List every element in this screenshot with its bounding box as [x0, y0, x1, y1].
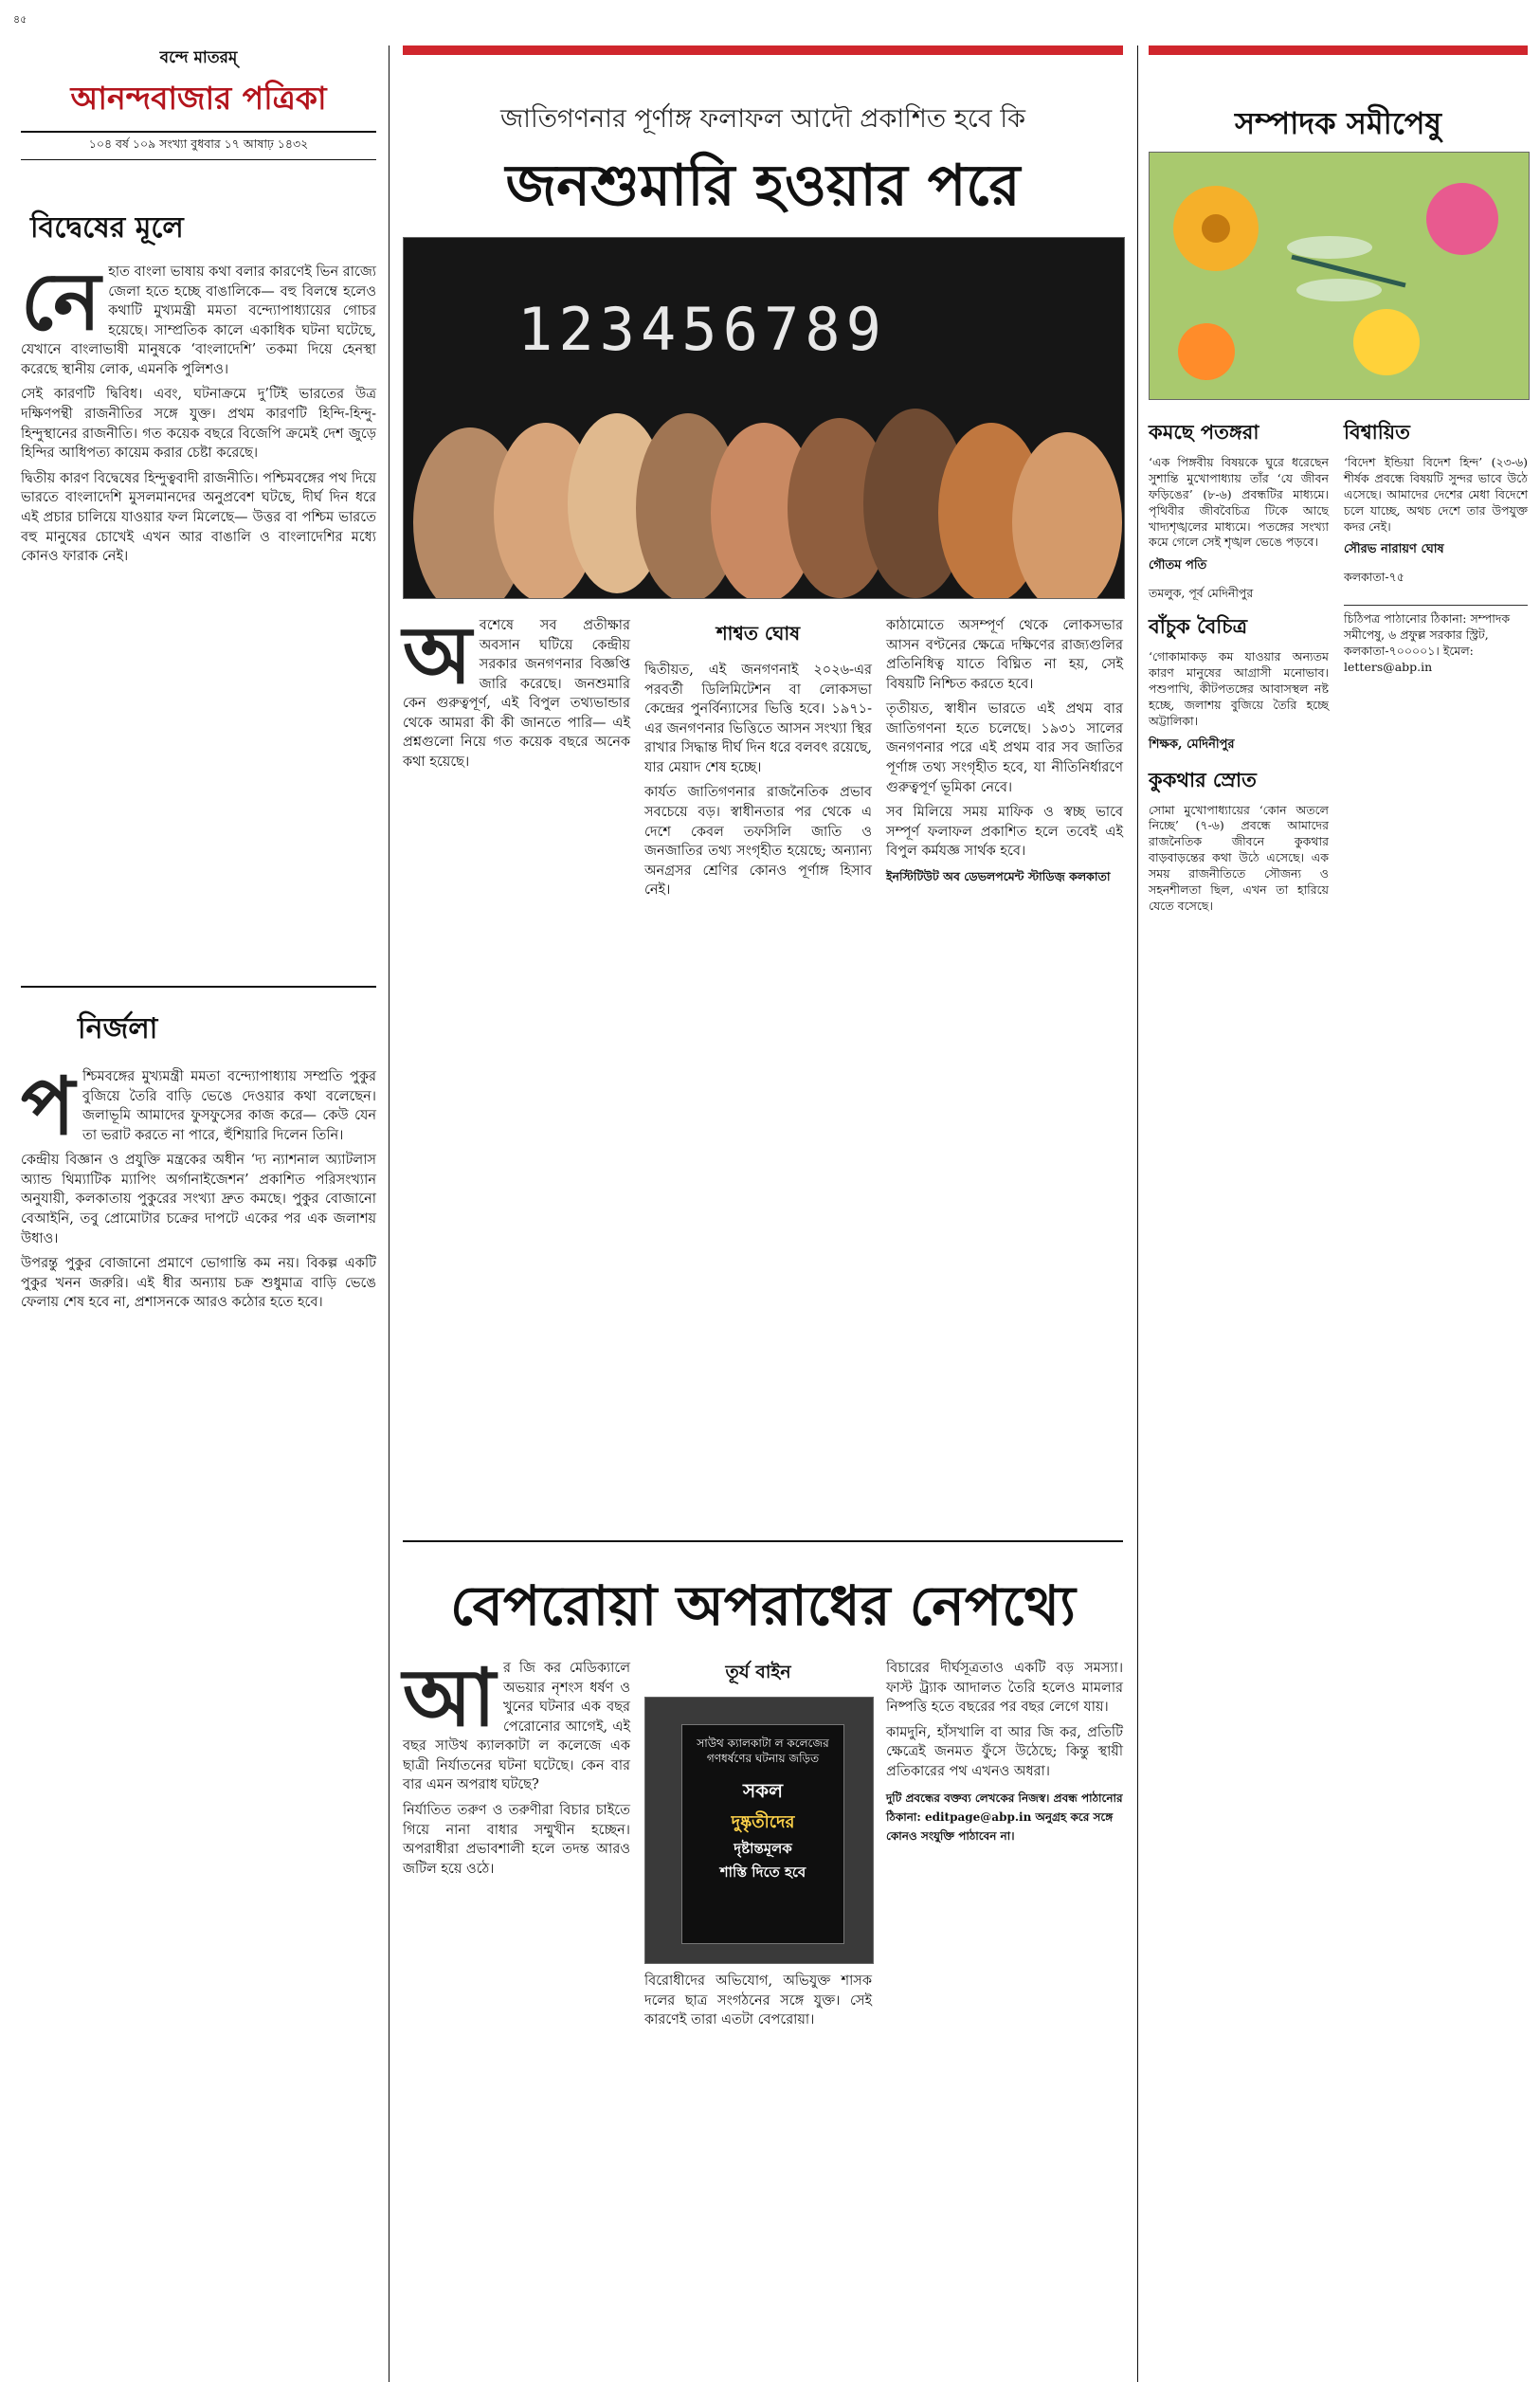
- crime-col-3: [886, 1659, 1123, 1847]
- placard-line: দৃষ্টান্তমূলক: [734, 1840, 792, 1858]
- masthead-name: আনন্দবাজার পত্রিকা: [70, 80, 327, 117]
- crime-author: তূর্য বাইন: [725, 1662, 791, 1682]
- crime-headline: বেপরোয়া অপরাধের নেপথ্যে: [450, 1573, 1076, 1638]
- letter-body: ‘এক পিঙ্গবীয় বিষয়কে ঘুরে ধরেছেন সুশান্তি মুখোপাধ্যায় তাঁর ‘যে জীবন ফড়িঙের’ (৮-৬) প্রবন্ধটির মাধ্যমে। পৃথিবীর জীববৈচিত্র টিকে আছে খাদ্যশৃঙ্খলের মাধ্যমে। পতঙ্গের সংখ্যা কমে গেলে সেই শৃঙ্খল ভেঙে পড়বে।: [1149, 455, 1329, 550]
- editorial-divider: [21, 986, 376, 988]
- crime-paragraph: নির্যাতিত তরুণ ও তরুণীরা বিচার চাইতে গিয়ে নানা বাধার সম্মুখীন হচ্ছেন। অপরাধীরা প্রভাবশালী হলে তদন্ত আরও জটিল হয়ে ওঠে।: [403, 1803, 630, 1877]
- editorial-2-paragraph: কেন্দ্রীয় বিজ্ঞান ও প্রযুক্তি মন্ত্রকের অধীন ‘দ্য ন্যাশনাল অ্যাটলাস অ্যান্ড থিম্যাটিক ম্যাপিং অর্গানাইজেশন’ প্রকাশিত পরিসংখ্যান অনুযায়ী, কলকাতায় পুকুরের সংখ্যা দ্রুত কমছে। পুকুর বোজানো বেআইনি, তবু প্রোমোটার চক্রের দাপটে একের পর এক জলাশয় উধাও।: [21, 1153, 376, 1246]
- crime-paragraph: র জি কর মেডিক্যালে অভয়ার নৃশংস ধর্ষণ ও খুনের ঘটনার এক বছর পেরোনোর আগেই, এই বছর সাউথ ক্যালকাটা ল কলেজে এক ছাত্রী নির্যাতনের ঘটনা ঘটেছে। কেন বার বার এমন অপরাধ ঘটছে?: [403, 1661, 630, 1793]
- census-footer: ইনস্টিটিউট অব ডেভলপমেন্ট স্টাডিজ় কলকাতা: [886, 868, 1111, 883]
- column-separator-left: [389, 45, 390, 2382]
- page-number: ৪৫: [13, 13, 27, 26]
- masthead-rule: [21, 131, 376, 133]
- editorial-2-paragraph: উপরন্তু পুকুর বোজানো প্রমাণে ভোগান্তি কম নয়। বিকল্প একটি পুকুর খনন জরুরি। এই ধীর অন্যায় চক্র শুধুমাত্র বাড়ি ভেঙে ফেলায় শেষ হবে না, প্রশাসনকে আরও কঠোর হতে হবে।: [21, 1256, 376, 1311]
- editorial-1-title: বিদ্বেষের মূলে: [30, 211, 184, 245]
- column-separator-right: [1137, 45, 1138, 2382]
- editorial-1-paragraph: দ্বিতীয় কারণ বিদ্বেষের হিন্দুত্ববাদী রাজনীতি। পশ্চিমবঙ্গের পথ দিয়ে ভারতে বাংলাদেশি মুসলমানদের অনুপ্রবেশ ঘটছে, দীর্ঘ দিন ধরে এই প্রচার চালিয়ে যাওয়ার ফল মিলেছে— উত্তর বা পশ্চিম ভারতে বহু মানুষের চোখেই এখন আর বাঙালি ও বাংলাদেশির মধ্যে কোনও ফারাক নেই।: [21, 470, 376, 565]
- crime-photo: [644, 1697, 874, 1964]
- crime-paragraph: বিরোধীদের অভিযোগ, অভিযুক্ত শাসক দলের ছাত্র সংগঠনের সঙ্গে যুক্ত। সেই কারণেই তারা এতটা বেপরোয়া।: [644, 1973, 872, 2028]
- placard-banner: সাউথ ক্যালকাটা ল কলেজের গণধর্ষণের ঘটনায় জড়িত: [697, 1736, 829, 1765]
- placard-line: শাস্তি দিতে হবে: [719, 1864, 806, 1882]
- census-illustration-svg: [404, 238, 1124, 598]
- editorial-1-paragraph: সেই কারণটি দ্বিবিধ। এবং, ঘটনাক্রমে দু’টিই ভারতের উত্র দক্ষিণপন্থী রাজনীতির সঙ্গে যুক্ত। প্রথম কারণটি হিন্দি-হিন্দু-হিন্দুস্থানের রাজনীতি। গত কয়েক বছরে বিজেপি ক্রমেই দেশ জুড়ে হিন্দির আধিপত্য কায়েম করার চেষ্টা করেছে।: [21, 387, 376, 462]
- census-paragraph: বশেষে সব প্রতীক্ষার অবসান ঘটিয়ে কেন্দ্রীয় সরকার জনগণনার বিজ্ঞপ্তি জারি করেছে। জনশুমারি কেন গুরুত্বপূর্ণ, এই বিপুল তথ্যভান্ডার থেকে আমরা কী কী জানতে পারি— এই প্রশ্নগুলো নিয়ে গত কয়েক বছরে অনেক কথা হয়েছে।: [403, 618, 630, 771]
- crime-col-1: [403, 1650, 630, 1884]
- census-paragraph: তৃতীয়ত, স্বাধীন ভারতে এই প্রথম বার জাতিগণনা হতে চলেছে। ১৯৩১ সালের জনগণনার পরে এই প্রথম বার সব জাতির পূর্ণাঙ্গ তথ্য সংগৃহীত হবে, যা নীতিনির্ধারণে গুরুত্বপূর্ণ ভূমিকা নেবে।: [886, 701, 1123, 795]
- letter-place: কলকাতা-৭৫: [1344, 570, 1404, 585]
- census-col-1: [403, 608, 630, 778]
- census-col-3: [886, 616, 1123, 888]
- editorial-2-title: নির্জলা: [78, 1012, 158, 1046]
- census-headline: জনশুমারি হওয়ার পরে: [505, 153, 1021, 219]
- placard-line: দুষ্কৃতীদের: [731, 1812, 795, 1833]
- placard-line: সকল: [742, 1779, 784, 1803]
- dragonfly-flower-photo: [1149, 152, 1530, 400]
- letters-title: সম্পাদক সমীপেষু: [1234, 105, 1442, 141]
- census-kicker: জাতিগণনার পূর্ণাঙ্গ ফলাফল আদৌ প্রকাশিত হবে কি: [500, 104, 1025, 134]
- letter-title: বাঁচুক বৈচিত্র: [1149, 615, 1248, 639]
- crime-top-rule: [403, 1540, 1123, 1542]
- editorial-2: [21, 1000, 376, 1318]
- census-paragraph: কাঠামোতে অসম্পূর্ণ থেকে লোকসভার আসন বণ্টনের ক্ষেত্রে দক্ষিণের রাজ্যগুলির প্রতিনিধিত্ব যাতে বিঘ্নিত না হয়, সেই বিষয়টি নিশ্চিত করতে হবে।: [886, 618, 1123, 692]
- letter-title: কুকথার স্রোত: [1149, 768, 1257, 791]
- letter-body: সোমা মুখোপাধ্যায়ের ‘কোন অতলে নিচ্ছে’ (৭-৬) প্রবন্ধে আমাদের রাজনৈতিক জীবনে কুকথার বাড়বাড়ন্তের কথা উঠে এসেছে। এক সময় রাজনীতিতে সৌজন্য ও সহনশীলতা ছিল, এখন তা হারিয়ে যেতে বসেছে।: [1149, 802, 1329, 913]
- heads-graphic: [413, 409, 1122, 598]
- letter-signature: শিক্ষক, মেদিনীপুর: [1149, 736, 1235, 752]
- crime-col-2: [644, 1659, 872, 2036]
- letter-place: তমলুক, পূর্ব মেদিনীপুর: [1149, 586, 1254, 601]
- crime-paragraph: বিচারের দীর্ঘসূত্রতাও একটি বড় সমস্যা। ফাস্ট ট্র্যাক আদালত তৈরি হলেও মামলার নিষ্পত্তি হতে বছরের পর বছর লেগে যায়।: [886, 1661, 1123, 1716]
- letters-top-rule: [1149, 45, 1528, 55]
- letter-signature: সৌরভ নারায়ণ ঘোষ: [1344, 542, 1444, 557]
- crime-footnote: দুটি প্রবন্ধের বক্তব্য লেখকের নিজস্ব। প্রবন্ধ পাঠানোর ঠিকানা: editpage@abp.in অনুগ্রহ করে সঙ্গে কোনও সংযুক্তি পাঠাবেন না।: [886, 1791, 1123, 1844]
- editorial-2-paragraph: শ্চিমবঙ্গের মুখ্যমন্ত্রী মমতা বন্দ্যোপাধ্যায় সম্প্রতি পুকুর বুজিয়ে তৈরি বাড়ি ভেঙে দেওয়ার কথা বলেছেন। জলাভূমি আমাদের ফুসফুসের কাজ করে— কেউ যেন তা ভরাট করতে না পারে, হুঁশিয়ারি দিলেন তিনি।: [82, 1069, 376, 1143]
- letter-body: ‘বিদেশ ইন্ডিয়া বিদেশ হিন্দ’ (২৩-৬) শীর্ষক প্রবন্ধে বিষয়টি সুন্দর ভাবে উঠে এসেছে। আমাদের দেশের মেধা বিদেশে চলে যাচ্ছে, অথচ দেশে তার উপযুক্ত কদর নেই।: [1344, 455, 1528, 534]
- census-paragraph: দ্বিতীয়ত, এই জনগণনাই ২০২৬-এর পরবর্তী ডিলিমিটেশন বা লোকসভা কেন্দ্রের পুনর্বিন্যাসের ভিত্তি হবে। ১৯৭১-এর জনগণনার ভিত্তিতে আসন সংখ্যা স্থির রাখার সিদ্ধান্ত দীর্ঘ দিন ধরে বলবৎ রয়েছে, যার মেয়াদ শেষ হচ্ছে।: [644, 663, 872, 775]
- census-illustration: [403, 237, 1125, 599]
- dragonfly-flower-svg: [1150, 153, 1529, 399]
- letters-col-b: [1344, 408, 1528, 676]
- masthead-tagline: বন্দে মাতরম্: [159, 48, 238, 67]
- census-paragraph: সব মিলিয়ে সময় মাফিক ও স্বচ্ছ ভাবে সম্পূর্ণ ফলাফল প্রকাশিত হলে তবেই এই বিপুল কর্মযজ্ঞ সার্থক হবে।: [886, 805, 1123, 860]
- census-top-rule: [403, 45, 1123, 55]
- editorial-1: [21, 199, 376, 573]
- census-dropcap: অ: [403, 608, 472, 701]
- letter-title: কমছে পতঙ্গরা: [1149, 421, 1259, 444]
- editorial-1-paragraph: হাত বাংলা ভাষায় কথা বলার কারণেই ভিন রাজ্যে জেলা হতে হচ্ছে বাঙালিকে— বহু বিলম্বে হলেও কথাটি মুখ্যমন্ত্রী মমতা বন্দ্যোপাধ্যায়ের গোচর হয়েছে। সাম্প্রতিক কালে একাধিক ঘটনা ঘটেছে, যেখানে বাংলাভাষী মানুষকে ‘বাংলাদেশি’ তকমা দিয়ে হেনস্থা করেছে স্থানীয় লোক, এমনকি পুলিশও।: [21, 264, 376, 377]
- letters-col-a: [1149, 408, 1329, 920]
- editorial-1-dropcap: নে: [21, 254, 101, 348]
- protest-placard: [681, 1724, 844, 1944]
- crime-dropcap: আ: [403, 1650, 496, 1744]
- letter-body: ‘গোকামাকড় কম যাওয়ার অন্যতম কারণ মানুষের আগ্রাসী মনোভাব। পশুপাখি, কীটপতঙ্গের আবাসস্থল নষ্ট হচ্ছে, জলাশয় বুজিয়ে তৈরি হচ্ছে অট্টালিকা।: [1149, 649, 1329, 728]
- census-paragraph: কার্যত জাতিগণনার রাজনৈতিক প্রভাব সবচেয়ে বড়। স্বাধীনতার পর থেকে এ দেশে কেবল তফসিলি জাতি ও জনজাতির তথ্য সংগৃহীত হয়েছে; অন্যান্য অনগ্রসর শ্রেণির কোনও পূর্ণাঙ্গ হিসাব নেই।: [644, 785, 872, 899]
- crime-paragraph: কামদুনি, হাঁসখালি বা আর জি কর, প্রতিটি ক্ষেত্রেই জনমত ফুঁসে উঠেছে; কিন্তু স্থায়ী প্রতিকারের পথ এখনও অধরা।: [886, 1724, 1123, 1779]
- counter-digits: 123456789: [517, 295, 887, 364]
- letters-address: চিঠিপত্র পাঠানোর ঠিকানা: সম্পাদক সমীপেষু, ৬ প্রফুল্ল সরকার স্ট্রিট, কলকাতা-৭০০০০১। ইমেল: letters@abp.in: [1344, 605, 1528, 676]
- letter-title: বিশ্বায়িত: [1344, 421, 1410, 444]
- masthead-issue: ১০৪ বর্ষ ১০৯ সংখ্যা বুধবার ১৭ আষাঢ় ১৪৩২: [88, 136, 309, 151]
- census-col-2: [644, 616, 872, 906]
- census-author: শাশ্বত ঘোষ: [716, 622, 801, 645]
- masthead-rule-bottom: [21, 159, 376, 160]
- letter-signature: গৌতম পতি: [1149, 558, 1207, 573]
- masthead: [21, 45, 376, 164]
- editorial-2-dropcap: প: [21, 1059, 76, 1153]
